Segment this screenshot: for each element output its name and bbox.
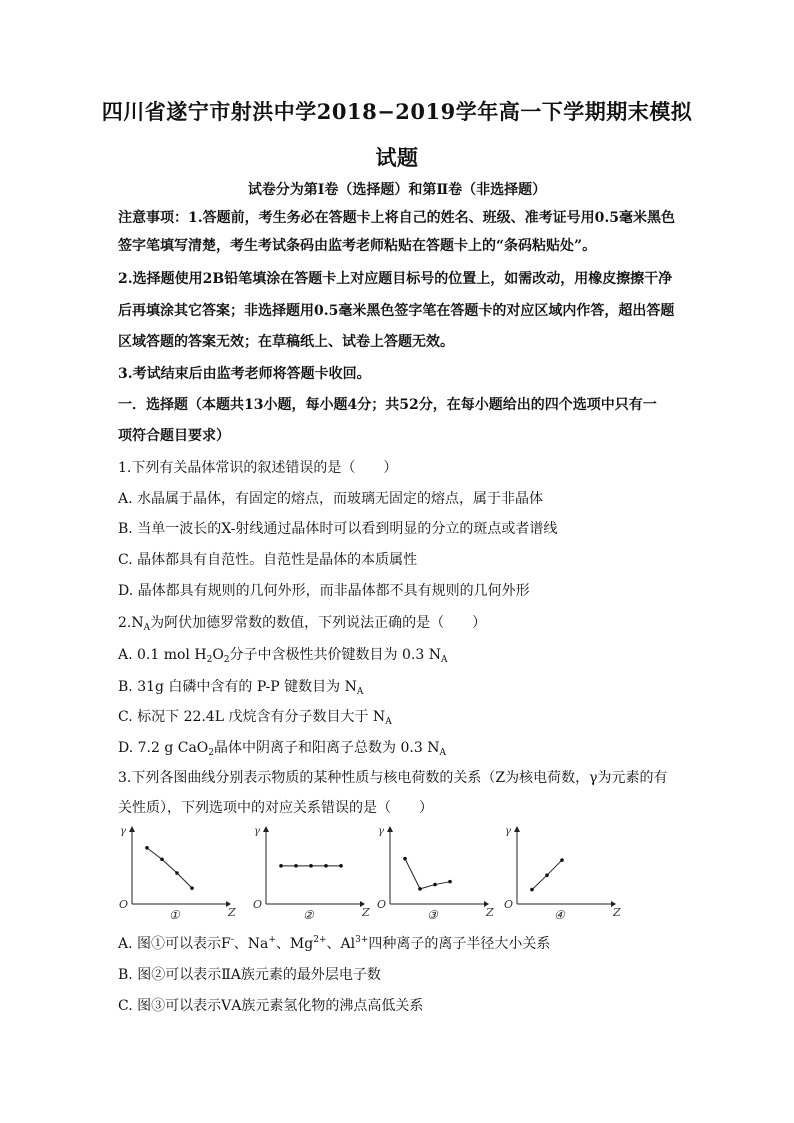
q3-option-a: A. 图①可以表示F-、Na+、$Mg^{2+}$、$Al^{3+}$四种离子的离子半径大小关系 (118, 935, 551, 952)
q3-graph-1-number: ① (169, 908, 180, 922)
q3-graph-3-x-label: Z (486, 906, 494, 919)
paper-title-line1: 四川省遂宁市射洪中学2018−2019学年高一下学期期末模拟 (101, 99, 693, 124)
q1-option-a: A. 水晶属于晶体，有固定的熔点，而玻璃无固定的熔点，属于非晶体 (118, 491, 544, 507)
q3-graph-4-y-arrow (514, 826, 520, 832)
q3-graph-2-origin-label: O (253, 898, 263, 911)
q3-graph-3-point-1 (403, 857, 407, 861)
q3-graph-3-curve (405, 859, 450, 889)
q3-graph-2-svg (246, 826, 370, 924)
q3-graph-2-point-2 (294, 864, 298, 868)
q3-graph-4-point-2 (545, 873, 549, 877)
q3-graph-1-point-1 (145, 846, 149, 850)
q3-graph-2-y-label: γ (254, 826, 260, 837)
paper-title-line2: 试题 (375, 145, 419, 170)
q3-graph-4-origin-label: O (504, 898, 514, 911)
q1-option-c: C. 晶体都具有自范性。自范性是晶体的本质属性 (118, 552, 418, 568)
q3-graph-1-svg (112, 826, 236, 924)
q2-option-c: C. 标况下 22.4L 戊烷含有分子数目大于 $N_A$ (118, 709, 392, 727)
q3-graph-2-number: ② (303, 908, 314, 922)
q3-graph-1-y-label: γ (120, 826, 126, 837)
q3-graph-4 (497, 826, 621, 928)
q3-graph-3-point-2 (418, 887, 422, 891)
q3-graph-2-point-1 (279, 864, 283, 868)
q3-graph-2-point-4 (324, 864, 328, 868)
paper-subtitle: 试卷分为第Ⅰ卷（选择题）和第Ⅱ卷（非选择题） (247, 182, 547, 198)
q1-option-b: B. 当单一波长的X-射线通过晶体时可以看到明显的分立的斑点或者谱线 (118, 521, 558, 537)
q3-graph-1-point-3 (175, 871, 179, 875)
q3-graph-3-point-4 (448, 880, 452, 884)
q3-graph-1-point-2 (160, 858, 164, 862)
q2-option-d: D. 7.2 g CaO$_2$晶体中阴离子和阳离子总数为 0.3 $N_A$ (118, 740, 446, 758)
q3-graph-2 (246, 826, 370, 928)
section1-heading-line1: 一．选择题（本题共13小题，每小题4分；共52分，在每小题给出的四个选项中只有一 (118, 397, 657, 413)
q2-stem: $2.N_A$为阿伏加德罗常数的数值，下列说法正确的是（ ） (118, 615, 487, 633)
q3-graph-4-svg (497, 826, 621, 924)
q3-graph-3-point-3 (433, 883, 437, 887)
q3-graph-3-origin-label: O (377, 898, 387, 911)
q3-graph-1-origin-label: O (119, 898, 129, 911)
q3-graph-3-y-arrow (387, 826, 393, 832)
q3-graph-3-y-label: γ (378, 826, 384, 837)
q3-option-b: B. 图②可以表示ⅡA族元素的最外层电子数 (118, 967, 381, 983)
q1-option-d: D. 晶体都具有规则的几何外形，而非晶体都不具有规则的几何外形 (118, 583, 530, 599)
q3-graph-2-point-3 (309, 864, 313, 868)
q3-graph-2-x-label: Z (362, 906, 370, 919)
q3-graph-1-point-4 (190, 886, 194, 890)
q2-option-a: A. 0.1 mol $H_2O_2$分子中含极性共价键数目为 0.3 $N_A$ (118, 647, 448, 665)
q3-graph-4-point-3 (560, 858, 564, 862)
q3-graph-4-number: ④ (554, 908, 565, 922)
q3-graph-2-point-5 (339, 864, 343, 868)
note-1-line1: 注意事项：1.答题前，考生务必在答题卡上将自己的姓名、班级、准考证号用0.5毫米黑色 (118, 210, 675, 226)
q1-stem: 1.下列有关晶体常识的叙述错误的是（ ） (118, 460, 398, 476)
note-1-line2: 签字笔填写清楚，考生考试条码由监考老师粘贴在答题卡上的“条码粘贴处”。 (118, 238, 597, 254)
q2-option-b: B. 31g 白磷中含有的 P-P 键数目为 $N_A$ (118, 679, 364, 697)
q3-graph-4-x-label: Z (613, 906, 621, 919)
q3-graph-4-point-1 (530, 888, 534, 892)
q3-graph-3-svg (370, 826, 494, 924)
note-2-line3: 区域答题的答案无效；在草稿纸上、试卷上答题无效。 (118, 334, 454, 350)
q3-graph-4-y-label: γ (505, 826, 511, 837)
q3-graph-3-number: ③ (427, 908, 438, 922)
note-2-line2: 后再填涂其它答案；非选择题用0.5毫米黑色签字笔在答题卡的对应区域内作答，超出答题 (118, 303, 675, 319)
q3-graph-1 (112, 826, 236, 928)
note-2-line1: 2.选择题使用2B铅笔填涂在答题卡上对应题目标号的位置上，如需改动，用橡皮擦擦干净 (118, 271, 673, 287)
q3-graph-2-y-arrow (263, 826, 269, 832)
q3-graph-1-y-arrow (129, 826, 135, 832)
q3-stem-line1: 3.下列各图曲线分别表示物质的某种性质与核电荷数的关系（Z为核电荷数，γ为元素的有 (118, 770, 668, 786)
section1-heading-line2: 项符合题目要求） (118, 428, 230, 444)
q3-stem-line2: 关性质），下列选项中的对应关系错误的是（ ） (118, 800, 433, 816)
q3-graph-1-x-label: Z (228, 906, 236, 919)
q3-option-c: C. 图③可以表示ⅤA族元素氢化物的沸点高低关系 (118, 998, 424, 1014)
note-3: 3.考试结束后由监考老师将答题卡收回。 (118, 366, 371, 382)
q3-graph-1-curve (147, 848, 192, 888)
q3-graph-3 (370, 826, 494, 928)
